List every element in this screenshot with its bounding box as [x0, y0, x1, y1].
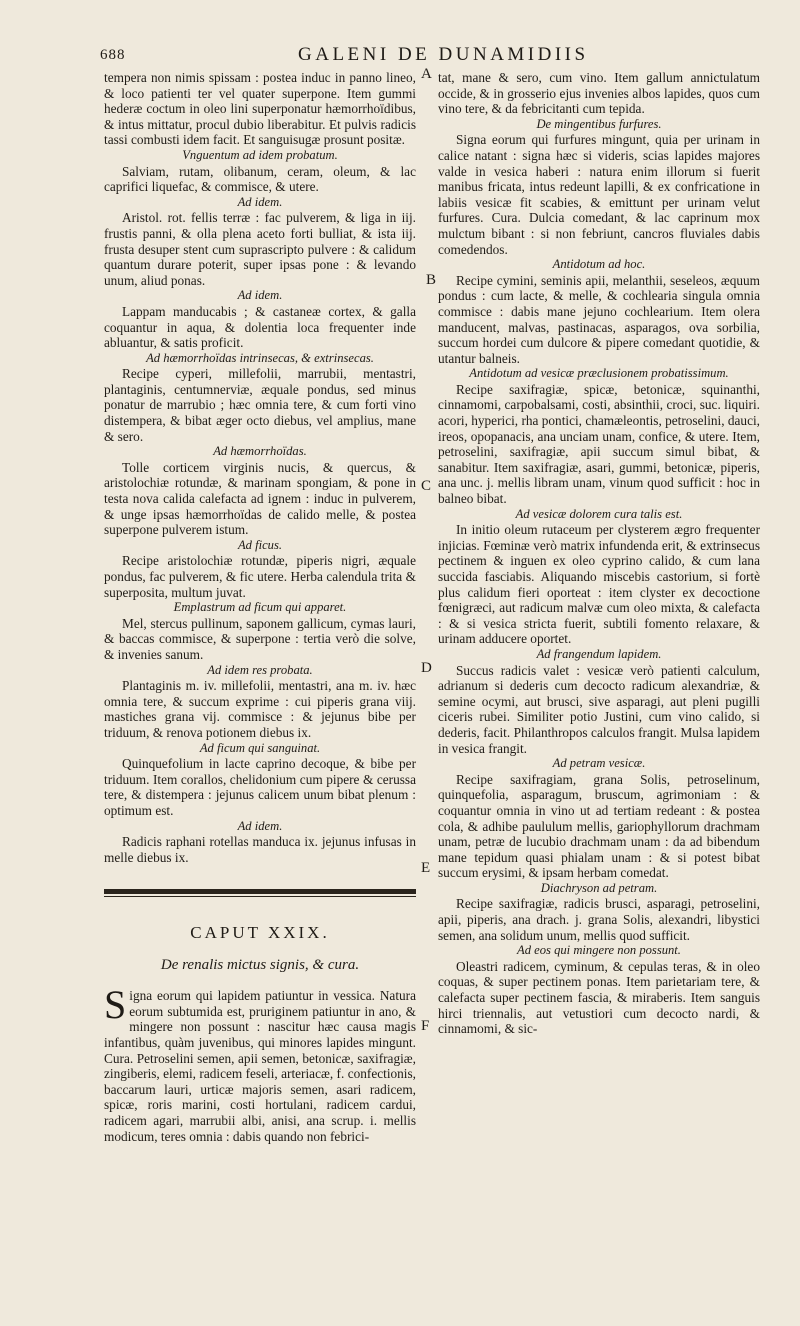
- paragraph: Recipe cymini, seminis apii, melanthii, seseleos, æquum pondus : cum lacte, & melle, & cochlearia singula omnia commisce : dabis mane jejuno cochlearium. Item olera manducent, malvas, pastinacas, asparagos, ova sorbilia, succum hordei cum dulcore & pipere comedant quotidie, & utantur balneis.: [438, 272, 760, 366]
- paragraph: tempera non nimis spissam : postea induc in panno lineo, & loco patienti ter vel quater superpone. Item gummi hederæ coctum in oleo lini superponatur hæmorrhoïdibus, & intus mittatur, procul dubio liberabitur. Et pulvis radicis tassi combusti idem facit. Et sanguisugæ prosunt positæ.: [104, 70, 416, 148]
- paragraph: Signa eorum qui furfures mingunt, quia per urinam in calice natant : signa hæc si videris, scias lapides majores valde in vesica haberi : natura enim illorum si fuerit manibus fricata, intus redeunt lapilli, & ex confricatione in labiis vesicæ fit scabies, & emittunt per urinam velut furfures. Cura. Dulcia comedant, & lac caprinum mox mulctum bibant : si non febriunt, cancros fluviales dabis comedendos.: [438, 132, 760, 257]
- paragraph: Salviam, rutam, olibanum, ceram, oleum, & lac caprifici liquefac, & commisce, & utere.: [104, 163, 416, 195]
- section-heading: Ad hæmorrhoïdas intrinsecas, & extrinsecas.: [146, 350, 374, 365]
- margin-letter-a: A: [421, 66, 432, 82]
- paragraph: Recipe cyperi, millefolii, marrubii, mentastri, plantaginis, centumnerviæ, æquale pondus, sed minus ponatur de marrubio ; hæc omnia tere, & cum forti vino distempera, & bibat æger octo diebus, vel amplius, mane & sero.: [104, 366, 416, 444]
- section-heading: Ad ficus.: [237, 537, 283, 552]
- paragraph: Radicis raphani rotellas manduca ix. jejunus infusas in melle diebus ix.: [104, 834, 416, 865]
- page-number: 688: [100, 47, 126, 63]
- paragraph: Mel, stercus pullinum, saponem gallicum, cymas lauri, & baccas commisce, & superpone : tertia verò die solve, & invenies sanum.: [104, 615, 416, 662]
- running-title: GALENI DE DUNAMIDIIS: [298, 44, 589, 65]
- section-heading: Ad hæmorrhoïdas.: [213, 444, 307, 459]
- section-heading: Ad idem res probata.: [207, 662, 313, 677]
- section-heading: Antidotum ad vesicæ præclusionem probatissimum.: [469, 366, 729, 381]
- paragraph: Recipe aristolochiæ rotundæ, piperis nigri, æquale pondus, fac pulverem, & fic utere. Herba calendula trita & superposita, multum juvat.: [104, 553, 416, 600]
- paragraph: Quinquefolium in lacte caprino decoque, & bibe per triduum. Item corallos, chelidonium cum pipere & cerussa tere, & distempera : jejunus calicem unum bibat plenum : optimum est.: [104, 756, 416, 818]
- paragraph: Plantaginis m. iv. millefolii, mentastri, ana m. iv. hæc omnia tere, & succum exprime : cui piperis grana viij. mastiches grana vij. commisce : & jejunus bibe per triduum, & renova potionem diebus ix.: [104, 678, 416, 740]
- section-heading: Ad ficum qui sanguinat.: [199, 740, 321, 755]
- section-heading: Ad frangendum lapidem.: [536, 646, 662, 661]
- right-column: [438, 70, 760, 1037]
- section-heading: Ad petram vesicæ.: [552, 756, 646, 771]
- paragraph: Tolle corticem virginis nucis, & quercus, & aristolochiæ rotundæ, & marinam spongiam, & pone in testa nova calida calefacta ad ignem : induc in pulverem, & unge ipsas hæmorrhoïdas de calido melle, & postea superpone pulverem istum.: [104, 459, 416, 538]
- drop-cap: S: [104, 982, 127, 1028]
- section-heading: Vnguentum ad idem probatum.: [182, 147, 338, 162]
- chapter-title: De renalis mictus signis, & cura.: [160, 957, 360, 974]
- paragraph: Oleastri radicem, cyminum, & cepulas teras, & in oleo coquas, & super pectinem ponas. Item parietariam tere, & calefacta super pectinem fascia, & miraberis. Item sanguis hirci triennalis, aut vetustiori cum decocto nardi, & cinnamomi, & sic-: [438, 958, 760, 1037]
- paragraph: Recipe saxifragiæ, spicæ, betonicæ, squinanthi, cinnamomi, carpobalsami, costi, absinthii, croci, suc. liquiri. acori, hyperici, rha pontici, chamæleontis, petroselini, dauci, ireos, opopanacis, ana unciam unam, confice, & utere. Item, petroselini, saxifragiæ, apii succum simul bibat, & sanabitur. Item saxifragiæ, asari, gummi, betonicæ, piperis, ana unc. j. mellis libram unam, vinum quod sufficit : hoc in balneo bibat.: [438, 381, 760, 507]
- paragraph: tat, mane & sero, cum vino. Item gallum annictulatum occide, & in grosserio ejus invenies albos lapides, quos cum vino tere, & da febricitanti cum tepida.: [438, 70, 760, 117]
- margin-letter-d: D: [421, 660, 432, 676]
- paragraph-text: igna eorum qui lapidem patiuntur in vessica. Natura eorum subtumida est, pruriginem patiuntur in ano, & mingere non possunt : nascitur hæc causa magis infantibus, quàm juvenibus, qui minores lapides mingunt. Cura. Petroselini semen, apii semen, betonicæ, saxifragiæ, zingiberis, elemi, radicem feseli, arteriacæ, f. confectionis, baccarum lauri, urticæ majoris semen, asari radicem, spicæ, roris marini, costi hortulani, radicem cardui, radicem agari, marrubii albi, anisi, ana scrup. i. mellis modicum, teres omnia : dabis quando non febrici-: [104, 988, 416, 1144]
- section-heading: Antidotum ad hoc.: [552, 257, 646, 272]
- margin-letter-c: C: [421, 478, 432, 494]
- margin-letter-e: E: [421, 860, 431, 876]
- chapter-heading: CAPUT XXIX.: [190, 923, 330, 943]
- paragraph: Succus radicis valet : vesicæ verò patienti calculum, adrianum si dederis cum decocto radicum alexandriæ, & semine ocymi, aut brusci, sive asparagi, aut pleni pugilli ciceris rubei. Similiter potio Justini, cum vino calido, si dederis, facit. Philanthropos calculos frangit. Mulsa lapidem in vesica frangit.: [438, 662, 760, 756]
- section-heading: Emplastrum ad ficum qui apparet.: [173, 600, 347, 615]
- section-heading: Ad idem.: [237, 818, 283, 833]
- margin-letter-f: F: [421, 1018, 430, 1034]
- section-heading: Ad vesicæ dolorem cura talis est.: [515, 506, 683, 521]
- paragraph: [104, 982, 416, 1144]
- left-column: [104, 70, 416, 1144]
- margin-letter-b: B: [426, 272, 437, 288]
- paragraph: Aristol. rot. fellis terræ : fac pulverem, & liga in iij. frustis panni, & olla plena aceto forti bulliat, & ista iij. frusta desuper stent cum suprascripto pulvere : & calidum quantum durare poterit, super ipsas pone : & levando unum, aliud ponas.: [104, 210, 416, 288]
- chapter-rule: [104, 889, 416, 894]
- paragraph: Lappam manducabis ; & castaneæ cortex, & galla coquantur in aqua, & dolentia loca frequenter inde abluantur, & satis proficit.: [104, 303, 416, 351]
- section-heading: Diachryson ad petram.: [540, 880, 658, 895]
- section-heading: Ad idem.: [237, 194, 283, 209]
- section-heading: Ad idem.: [237, 288, 283, 303]
- paragraph: Recipe saxifragiæ, radicis brusci, asparagi, petroselini, apii, piperis, ana drach. j. grana Solis, alexandri, libystici semen, ana solidum unum, mellis quod sufficit.: [438, 896, 760, 943]
- paragraph: In initio oleum rutaceum per clysterem ægro frequenter injicias. Fœminæ verò matrix infundenda erit, & extrinsecus pectinem & inguen ex oleo cyprino calido, & cum lana succida fasciabis. Aliquando miscebis castorium, si fortè plus calidum fieri oporteat : item clyster ex decoctione fœnigræci, aut radicum malvæ cum oleo mixta, & calefacta : & si vesica stricta fuerit, subtili fomento relaxare, & urinam adducere oportet.: [438, 522, 760, 647]
- section-heading: Ad eos qui mingere non possunt.: [517, 943, 681, 958]
- section-heading: De mingentibus furfures.: [536, 116, 662, 131]
- paragraph: Recipe saxifragiam, grana Solis, petroselinum, quinquefolia, asparagum, bruscum, agrimoniam : & coquantur omnia in vino ut ad tertiam redeant : & postea cola, & adhibe paululum mellis, gariophyllorum drachmam unam, petræ de lucubio drachmam unam : da ad bibendum mane tepidum quasi phialam unam : & si potest bibat succum erysimi, & ipsam herbam comedat.: [438, 771, 760, 881]
- chapter-rule-thin: [104, 896, 416, 897]
